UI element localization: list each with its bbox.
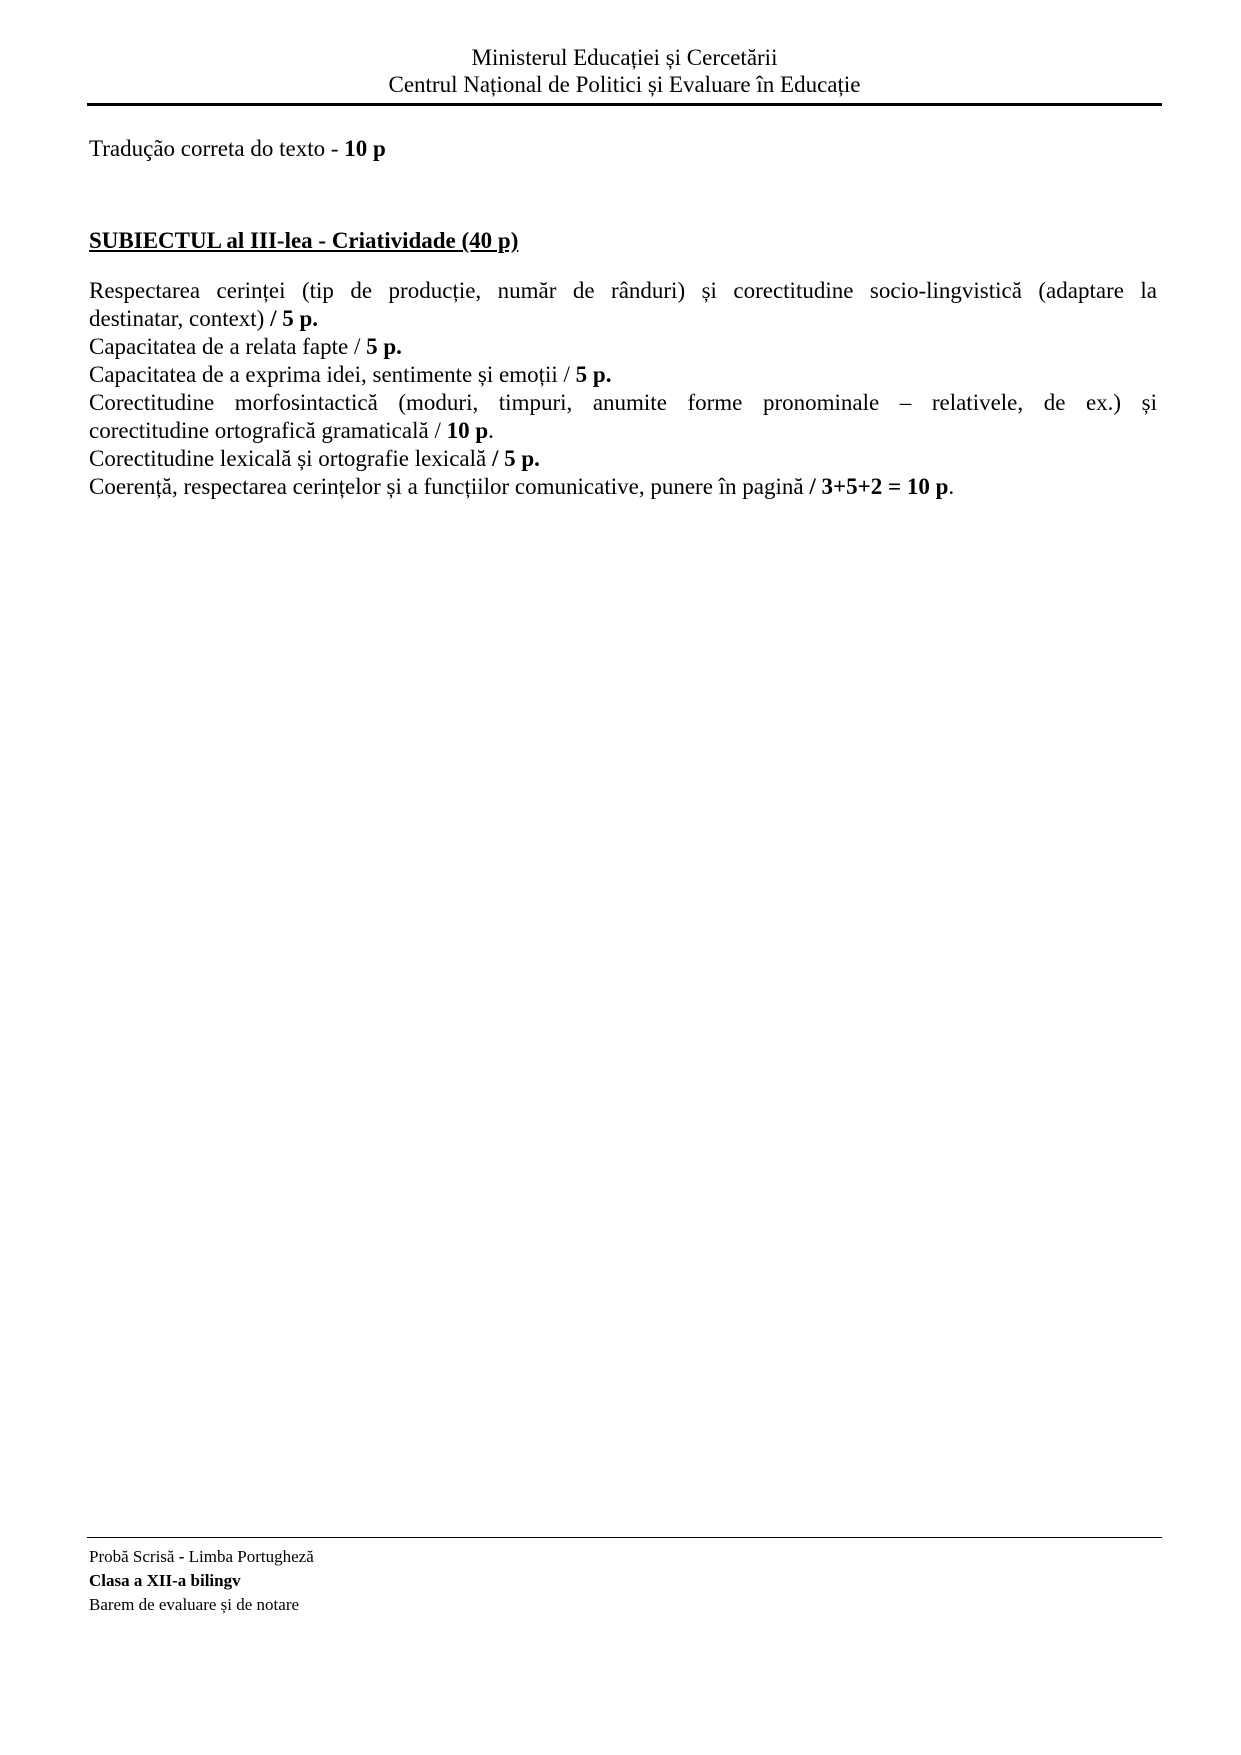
criterion-4-points: 10 p: [446, 418, 489, 443]
criterion-6-points: / 3+5+2 = 10 p: [809, 474, 949, 499]
criterion-2-text: Capacitatea de a relata fapte /: [89, 334, 367, 359]
intro-points: 10 p: [344, 136, 386, 161]
criterion-3-text: Capacitatea de a exprima idei, sentimente și emoții /: [89, 362, 576, 387]
footer-exam-type: Probă Scrisă: [89, 1547, 179, 1566]
intro-line: [89, 135, 1157, 163]
criterion-1-line-2: [89, 305, 1157, 333]
document-body: [89, 135, 1157, 501]
criterion-2: [89, 333, 1157, 361]
criterion-3-points: 5 p.: [575, 362, 612, 387]
criterion-6: [89, 473, 1157, 501]
footer-divider: [87, 1537, 1162, 1538]
criterion-1-text: destinatar, context): [89, 306, 271, 331]
criterion-5-points: / 5 p.: [491, 446, 540, 471]
criterion-6-end: .: [948, 474, 955, 499]
criterion-6-text: Coerență, respectarea cerințelor și a funcțiilor comunicative, punere în pagină: [89, 474, 810, 499]
criterion-4-line-2: [89, 417, 1157, 445]
intro-text: Tradução correta do texto -: [89, 136, 345, 161]
criterion-2-points: 5 p.: [366, 334, 402, 359]
criterion-5: [89, 445, 1157, 473]
criterion-4-text: corectitudine ortografică gramaticală /: [89, 418, 447, 443]
footer-exam-dash: -: [178, 1547, 189, 1566]
criterion-3: [89, 361, 1157, 389]
footer-exam: [89, 1545, 314, 1569]
header-divider: [87, 103, 1162, 106]
criterion-4-end: .: [488, 418, 494, 443]
section-heading: SUBIECTUL al III-lea - Criatividade (40 p): [89, 228, 519, 253]
criterion-1-line-1: Respectarea cerinței (tip de producție, număr de rânduri) și corectitudine socio-lingvistică (adaptare la: [89, 278, 1157, 303]
footer-class: Clasa a XII-a bilingv: [89, 1571, 241, 1590]
page-header: [87, 44, 1162, 98]
criterion-4-line-1: Corectitudine morfosintactică (moduri, timpuri, anumite forme pronominale – relativele, de ex.) și: [89, 390, 1157, 415]
page-footer: [89, 1545, 314, 1617]
header-ministry: Ministerul Educației și Cercetării: [471, 45, 778, 70]
header-center: Centrul Național de Politici și Evaluare în Educație: [388, 72, 861, 97]
criterion-5-text: Corectitudine lexicală și ortografie lexicală: [89, 446, 492, 471]
footer-scoring: Barem de evaluare și de notare: [89, 1595, 300, 1614]
footer-exam-subject: Limba Portugheză: [188, 1547, 314, 1566]
criterion-1-points: / 5 p.: [270, 306, 319, 331]
criteria-list: [89, 277, 1157, 501]
